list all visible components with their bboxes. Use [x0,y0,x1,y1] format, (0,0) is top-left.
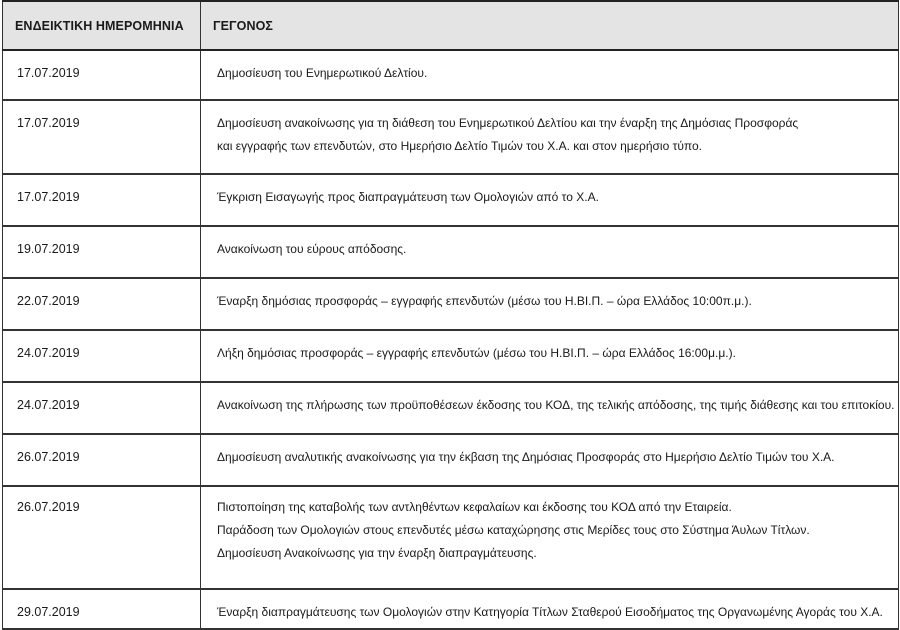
event-line: Ανακοίνωση του εύρους απόδοσης. [217,242,407,256]
row-event [201,589,899,629]
event-line: Λήξη δημόσιας προσφοράς – εγγραφής επενδυτών (μέσω του Η.ΒΙ.Π. – ώρα Ελλάδος 16:00μ.μ.). [217,346,736,360]
row-date: 24.07.2019 [3,330,201,382]
row-date: 24.07.2019 [3,382,201,434]
table-row [3,226,899,278]
row-date: 17.07.2019 [3,50,201,100]
date-column-header: ΕΝΔΕΙΚΤΙΚΗ ΗΜΕΡΟΜΗΝΙΑ [3,1,201,50]
row-date: 19.07.2019 [3,226,201,278]
row-event [201,174,899,226]
event-line: Έναρξη διαπραγμάτευσης των Ομολογιών στην Κατηγορία Τίτλων Σταθερού Εισοδήματος της Οργανωμένης Αγοράς του Χ.Α. [217,605,883,619]
row-event [201,434,899,486]
event-line: Παράδοση των Ομολογιών στους επενδυτές μέσω καταχώρησης στις Μερίδες τους στο Σύστημα Άυλων Τίτλων. [217,523,810,537]
row-event [201,330,899,382]
event-column-header: ΓΕΓΟΝΟΣ [201,1,899,50]
event-line: Δημοσίευση Ανακοίνωσης για την έναρξη διαπραγμάτευσης. [217,546,537,560]
table-row [3,589,899,629]
event-line: Έγκριση Εισαγωγής προς διαπραγμάτευση των Ομολογιών από το Χ.Α. [217,190,599,204]
event-line: και εγγραφής των επενδυτών, στο Ημερήσιο Δελτίο Τιμών του Χ.Α. και στον ημερήσιο τύπο. [217,139,703,153]
event-line: Δημοσίευση του Ενημερωτικού Δελτίου. [217,66,428,80]
row-date: 22.07.2019 [3,278,201,330]
table-row [3,330,899,382]
event-line: Ανακοίνωση της πλήρωσης των προϋποθέσεων έκδοσης του ΚΟΔ, της τελικής απόδοσης, της τιμής διάθεσης και του επιτοκίου. [217,398,895,412]
row-event [201,486,899,589]
row-event [201,100,899,174]
row-date: 29.07.2019 [3,589,201,629]
row-event [201,50,899,100]
table-row [3,100,899,174]
event-line: Πιστοποίηση της καταβολής των αντληθέντων κεφαλαίων και έκδοσης του ΚΟΔ από την Εταιρεία. [217,500,732,514]
table-row [3,382,899,434]
table-row [3,486,899,589]
event-line: Έναρξη δημόσιας προσφοράς – εγγραφής επενδυτών (μέσω του Η.ΒΙ.Π. – ώρα Ελλάδος 10:00π.μ.). [217,294,752,308]
row-date: 26.07.2019 [3,486,201,589]
row-date: 17.07.2019 [3,174,201,226]
table-row [3,434,899,486]
table-row [3,50,899,100]
row-date: 17.07.2019 [3,100,201,174]
timeline-table [2,0,899,630]
event-line: Δημοσίευση ανακοίνωσης για τη διάθεση του Ενημερωτικού Δελτίου και την έναρξη της Δημόσιας Προσφοράς [217,116,799,130]
table-row [3,278,899,330]
row-event [201,382,899,434]
row-event [201,278,899,330]
event-line: Δημοσίευση αναλυτικής ανακοίνωσης για την έκβαση της Δημόσιας Προσφοράς στο Ημερήσιο Δελτίο Τιμών του Χ.Α. [217,450,835,464]
row-date: 26.07.2019 [3,434,201,486]
row-event [201,226,899,278]
table-row [3,174,899,226]
header-row [3,1,899,50]
